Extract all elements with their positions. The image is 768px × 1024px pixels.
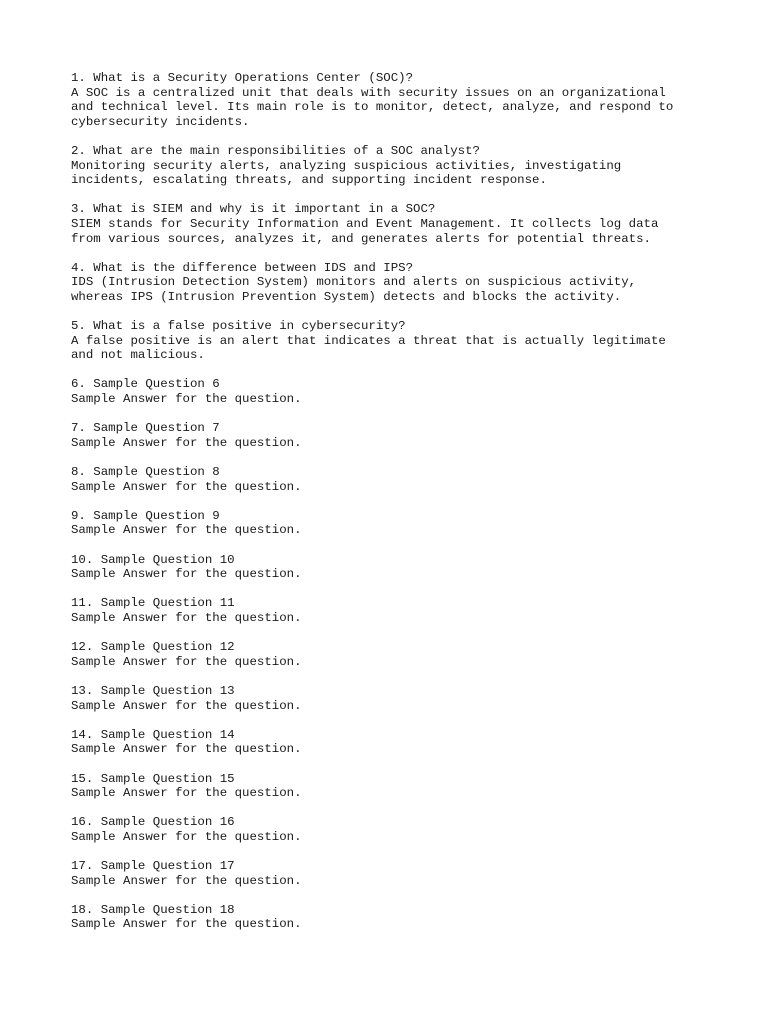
qa-item	[71, 144, 731, 188]
question-text: 11. Sample Question 11	[71, 596, 235, 611]
question-text: 4. What is the difference between IDS and IPS?	[71, 260, 414, 275]
answer-line: SIEM stands for Security Information and Event Management. It collects log data	[71, 216, 659, 231]
question-text: 9. Sample Question 9	[71, 508, 220, 523]
qa-item	[71, 261, 731, 305]
qa-item	[71, 377, 731, 406]
question-text: 12. Sample Question 12	[71, 640, 235, 655]
qa-item	[71, 421, 731, 450]
qa-item	[71, 772, 731, 801]
qa-item	[71, 596, 731, 625]
answer-line: Sample Answer for the question.	[71, 523, 302, 538]
question-text: 3. What is SIEM and why is it important in a SOC?	[71, 202, 436, 217]
question-text: 5. What is a false positive in cybersecurity?	[71, 319, 406, 334]
qa-item	[71, 859, 731, 888]
answer-line: from various sources, analyzes it, and generates alerts for potential threats.	[71, 231, 651, 246]
answer-line: and not malicious.	[71, 348, 205, 363]
answer-line: Sample Answer for the question.	[71, 742, 302, 757]
answer-line: Sample Answer for the question.	[71, 654, 302, 669]
qa-item	[71, 465, 731, 494]
answer-line: Sample Answer for the question.	[71, 479, 302, 494]
question-text: 17. Sample Question 17	[71, 859, 235, 874]
answer-line: Sample Answer for the question.	[71, 435, 302, 450]
question-text: 6. Sample Question 6	[71, 377, 220, 392]
answer-line: A SOC is a centralized unit that deals with security issues on an organizational	[71, 85, 666, 100]
qa-item	[71, 202, 731, 246]
answer-line: incidents, escalating threats, and supporting incident response.	[71, 173, 547, 188]
qa-item	[71, 509, 731, 538]
question-text: 2. What are the main responsibilities of a SOC analyst?	[71, 143, 480, 158]
question-text: 8. Sample Question 8	[71, 465, 220, 480]
qa-item	[71, 640, 731, 669]
answer-line: Sample Answer for the question.	[71, 917, 302, 932]
document-page	[71, 71, 731, 932]
answer-line: Sample Answer for the question.	[71, 610, 302, 625]
answer-line: Sample Answer for the question.	[71, 786, 302, 801]
answer-line: and technical level. Its main role is to monitor, detect, analyze, and respond to	[71, 100, 674, 115]
qa-item	[71, 903, 731, 932]
answer-line: cybersecurity incidents.	[71, 114, 250, 129]
question-text: 10. Sample Question 10	[71, 552, 235, 567]
question-text: 18. Sample Question 18	[71, 902, 235, 917]
answer-line: Sample Answer for the question.	[71, 567, 302, 582]
question-text: 15. Sample Question 15	[71, 771, 235, 786]
qa-item	[71, 684, 731, 713]
qa-item	[71, 319, 731, 363]
qa-item	[71, 815, 731, 844]
answer-line: IDS (Intrusion Detection System) monitors and alerts on suspicious activity,	[71, 275, 637, 290]
answer-line: Monitoring security alerts, analyzing suspicious activities, investigating	[71, 158, 622, 173]
qa-item	[71, 553, 731, 582]
answer-line: Sample Answer for the question.	[71, 392, 302, 407]
answer-line: Sample Answer for the question.	[71, 873, 302, 888]
question-text: 16. Sample Question 16	[71, 815, 235, 830]
question-text: 1. What is a Security Operations Center (SOC)?	[71, 71, 414, 85]
question-text: 7. Sample Question 7	[71, 421, 220, 436]
answer-line: whereas IPS (Intrusion Prevention System) detects and blocks the activity.	[71, 289, 622, 304]
qa-item	[71, 728, 731, 757]
answer-line: Sample Answer for the question.	[71, 829, 302, 844]
question-text: 14. Sample Question 14	[71, 727, 235, 742]
answer-line: Sample Answer for the question.	[71, 698, 302, 713]
qa-item	[71, 71, 731, 129]
answer-line: A false positive is an alert that indicates a threat that is actually legitimate	[71, 333, 666, 348]
question-text: 13. Sample Question 13	[71, 683, 235, 698]
